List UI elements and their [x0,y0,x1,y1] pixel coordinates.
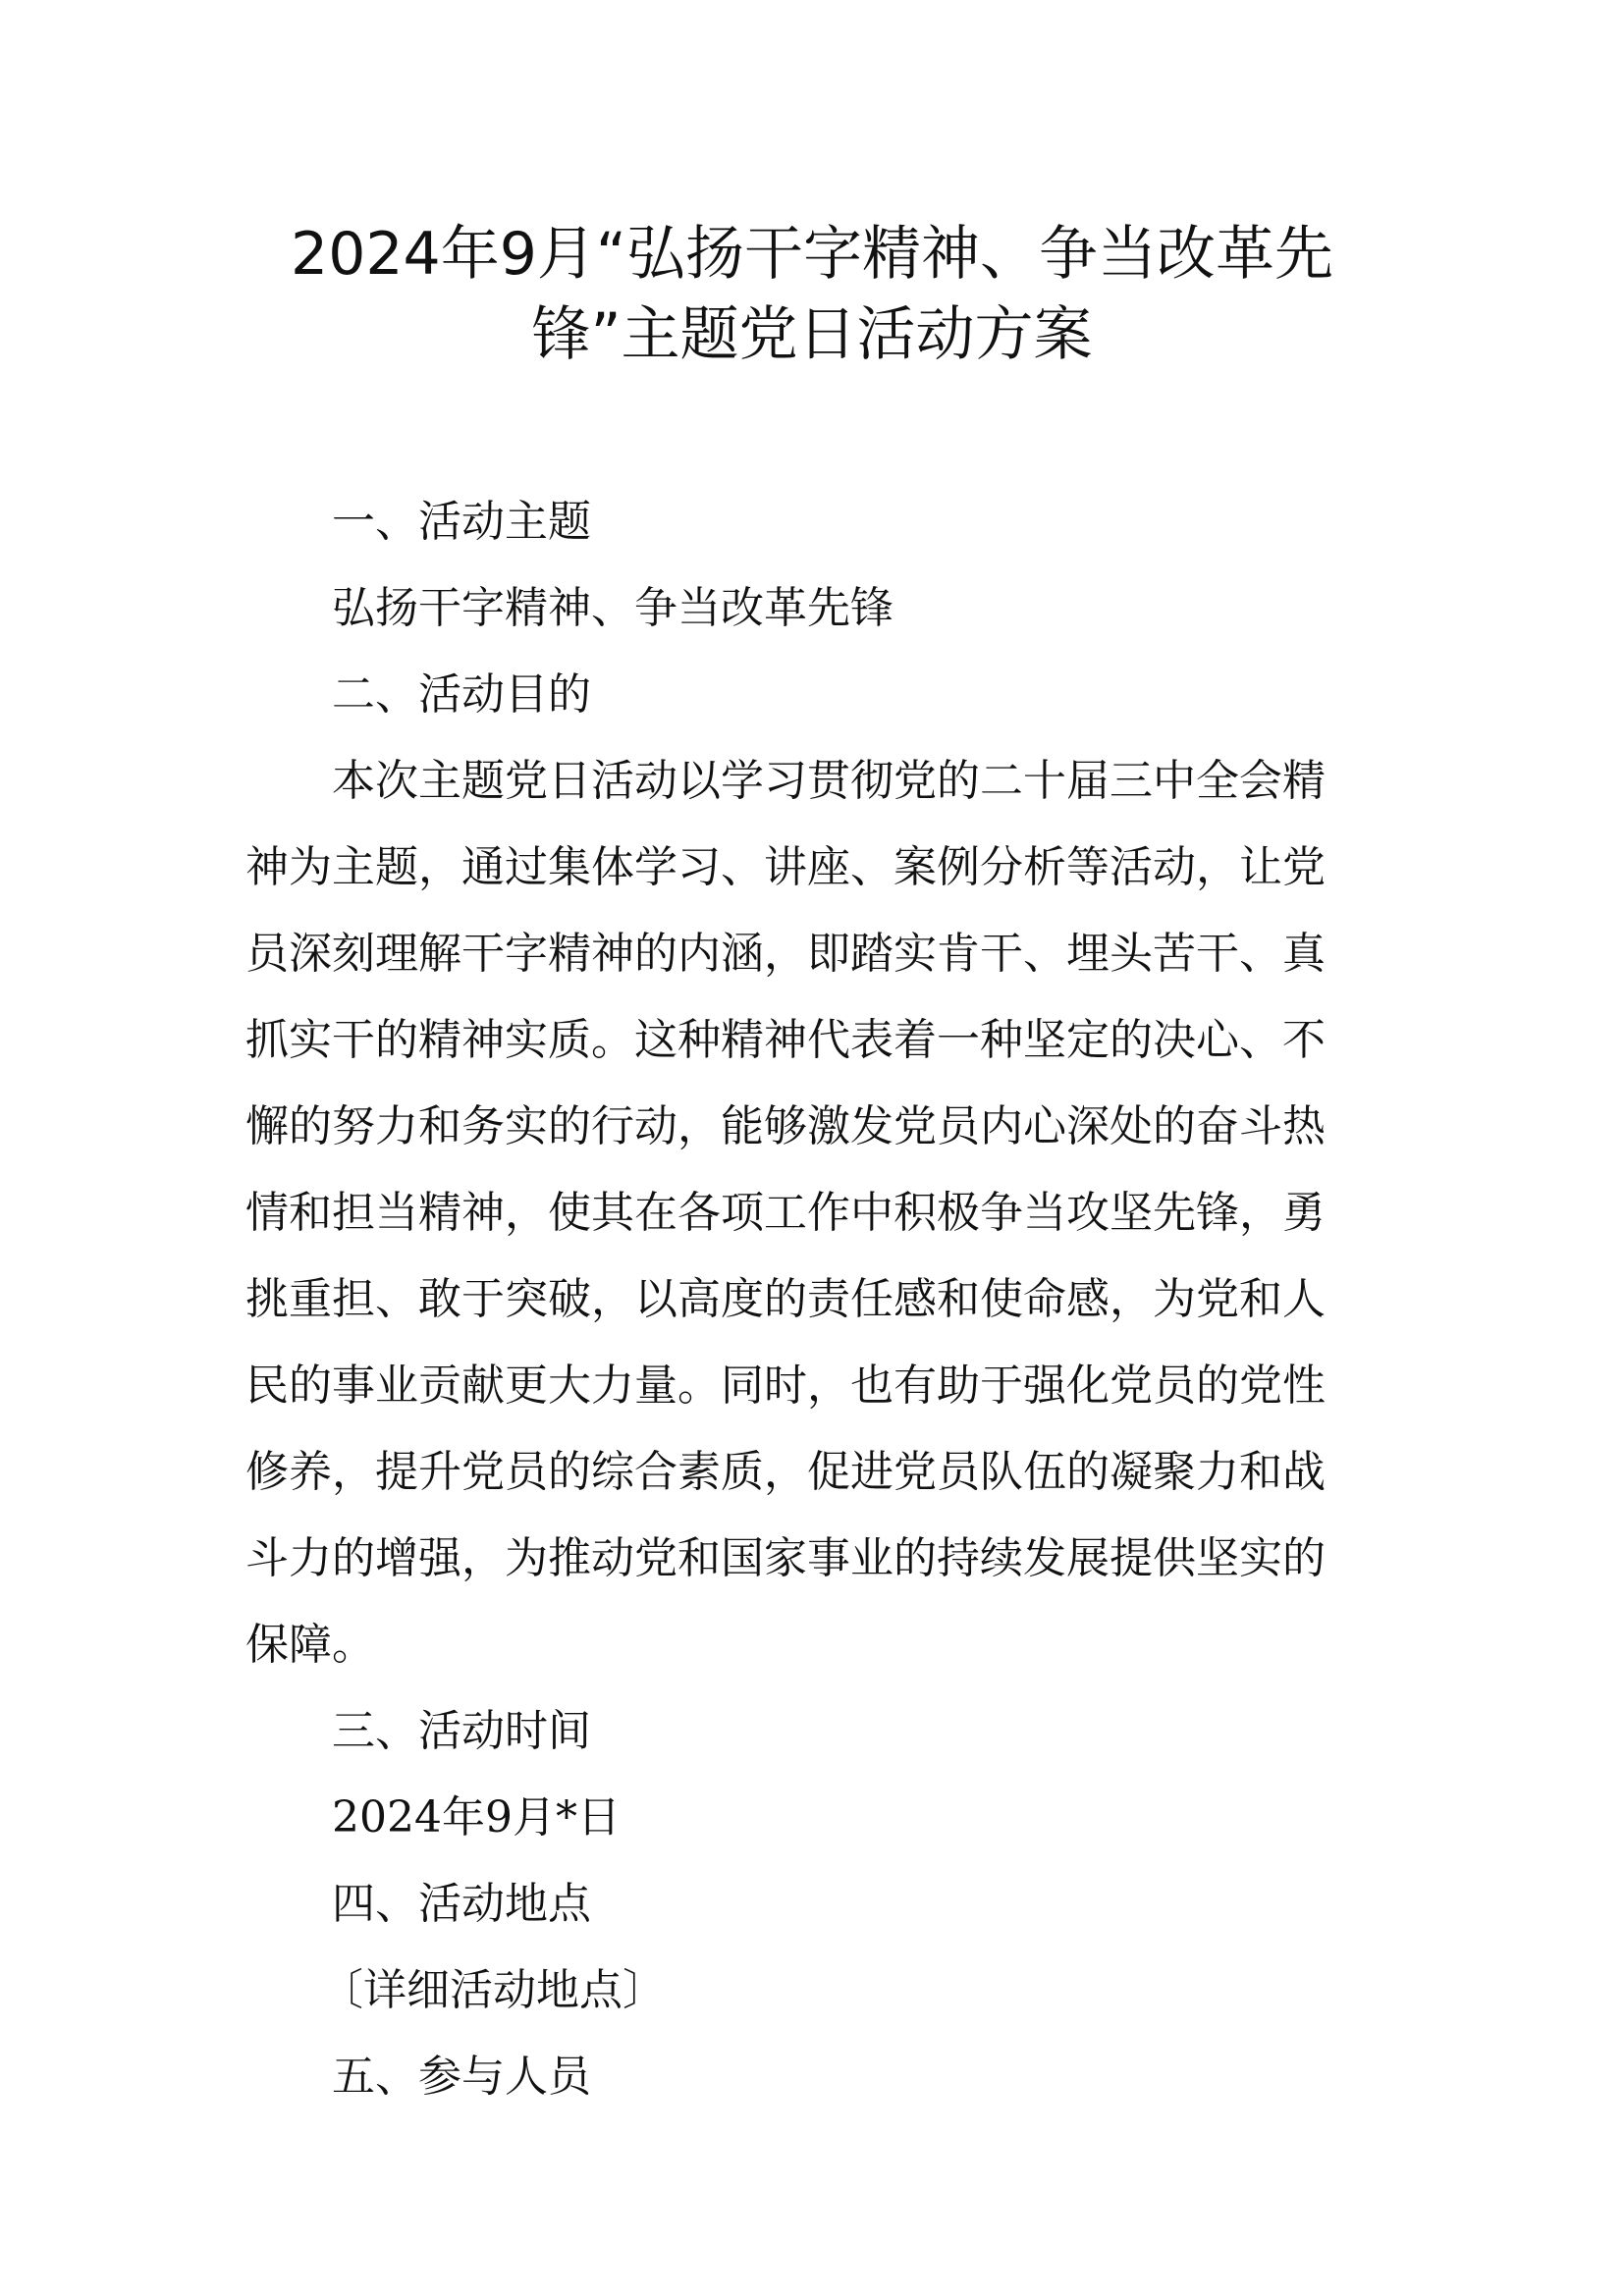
purpose-line: 懈的努力和务实的行动，能够激发党员内心深处的奋斗热 [245,1101,1326,1151]
activity-date: 2024年9月*日 [332,1792,621,1842]
purpose-line: 抓实干的精神实质。这种精神代表着一种坚定的决心、不 [245,1015,1326,1065]
purpose-line: 情和担当精神，使其在各项工作中积极争当攻坚先锋，勇 [245,1188,1326,1238]
section-heading-theme: 一、活动主题 [332,497,591,547]
section-heading-purpose: 二、活动目的 [332,669,591,720]
document-body [245,479,1386,2120]
purpose-line: 员深刻理解干字精神的内涵，即踏实肯干、埋头苦干、真 [245,929,1326,979]
section-heading-location: 四、活动地点 [332,1879,591,1929]
section-heading-participants: 五、参与人员 [332,2052,591,2102]
purpose-line: 保障。 [245,1620,375,1670]
purpose-line: 神为主题，通过集体学习、讲座、案例分析等活动，让党 [245,842,1326,892]
activity-location: 〔详细活动地点〕 [320,1965,666,2015]
section-heading-time: 三、活动时间 [332,1706,591,1756]
purpose-line: 本次主题党日活动以学习贯彻党的二十届三中全会精 [332,756,1326,806]
purpose-line: 斗力的增强，为推动党和国家事业的持续发展提供坚实的 [245,1533,1326,1583]
purpose-line: 修养，提升党员的综合素质，促进党员队伍的凝聚力和战 [245,1447,1326,1497]
document-title [236,214,1388,375]
theme-text: 弘扬干字精神、争当改革先锋 [332,583,893,633]
purpose-line: 民的事业贡献更大力量。同时，也有助于强化党员的党性 [245,1361,1326,1411]
title-line-2: 锋”主题党日活动方案 [531,300,1093,369]
title-line-1: 2024年9月“弘扬干字精神、争当改革先 [291,220,1333,289]
purpose-line: 挑重担、敢于突破，以高度的责任感和使命感，为党和人 [245,1274,1326,1324]
